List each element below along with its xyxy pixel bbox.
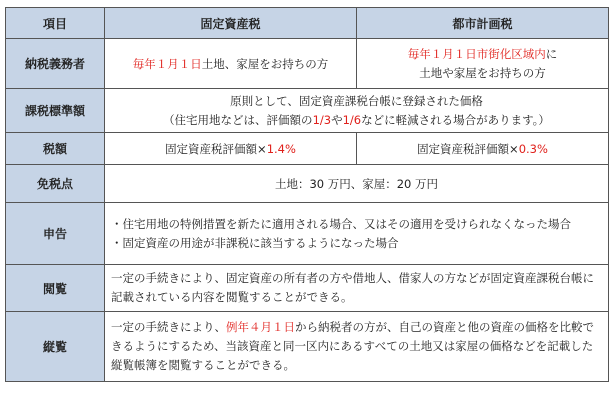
- tax-base-pre: （住宅用地などは、評価額の: [163, 112, 313, 127]
- taxpayer-city-line2: 土地や家屋をお持ちの方: [419, 65, 546, 80]
- cell-inspection: 一定の手続きにより、固定資産の所有者の方や借地人、借家人の方などが固定資産課税台帳に記載されている内容を閲覧することができる。: [105, 265, 609, 312]
- taxpayer-city-date-area: 毎年１月１日市街化区域内: [407, 46, 546, 61]
- cell-tax-city: [357, 133, 609, 165]
- vertical-pre: 一定の手続きにより、: [111, 320, 226, 334]
- row-exemption: [6, 165, 609, 203]
- header-fixed-asset-tax: 固定資産税: [105, 8, 357, 39]
- header-row: [6, 8, 609, 39]
- vertical-post: から納税者の方が、自己の資産と他の資産の価格を比較できるようにするため、当該資産と同一区内にあるすべての土地又は家屋の価格などを記載した縦覧帳簿を閲覧することができる。: [111, 320, 594, 372]
- taxpayer-city-suffix: に: [545, 46, 558, 61]
- report-item-1: ・住宅用地の特例措置を新たに適用される場合、又はその適用を受けられなくなった場合: [111, 216, 571, 231]
- tax-city-rate: 0.3%: [518, 141, 548, 156]
- header-item: 項目: [6, 8, 105, 39]
- cell-tax-base: [105, 89, 609, 133]
- row-vertical-inspection: [6, 312, 609, 382]
- cell-exemption: 土地：30 万円、家屋：20 万円: [105, 165, 609, 203]
- tax-comparison-table: [5, 7, 609, 382]
- row-taxpayer: [6, 39, 609, 89]
- tax-fixed-formula: 固定資産税評価額×: [165, 141, 267, 156]
- report-item-2: ・固定資産の用途が非課税に該当するようになった場合: [111, 235, 399, 250]
- tax-fixed-rate: 1.4%: [266, 141, 296, 156]
- cell-taxpayer-fixed: [105, 39, 357, 89]
- tax-city-formula: 固定資産税評価額×: [417, 141, 519, 156]
- label-report: 申告: [6, 203, 105, 265]
- row-report: [6, 203, 609, 265]
- header-city-planning-tax: 都市計画税: [357, 8, 609, 39]
- taxpayer-fixed-text: 土地、家屋をお持ちの方: [201, 56, 329, 71]
- vertical-date: 例年４月１日: [226, 320, 295, 334]
- row-inspection: [6, 265, 609, 312]
- cell-report: [105, 203, 609, 265]
- taxpayer-fixed-date: 毎年１月１日: [132, 56, 202, 71]
- cell-tax-fixed: [105, 133, 357, 165]
- tax-base-line1: 原則として、固定資産課税台帳に登録された価格: [230, 93, 483, 108]
- label-inspection: 閲覧: [6, 265, 105, 312]
- cell-vertical-inspection: [105, 312, 609, 382]
- tax-base-fraction-1: 1/3: [312, 112, 332, 127]
- cell-taxpayer-city: [357, 39, 609, 89]
- label-exemption: 免税点: [6, 165, 105, 203]
- row-tax-base: [6, 89, 609, 133]
- taxpayer-city-line1: [363, 45, 602, 64]
- tax-base-fraction-2: 1/6: [342, 112, 362, 127]
- tax-base-line2: [111, 111, 602, 130]
- label-tax-base: 課税標準額: [6, 89, 105, 133]
- label-vertical-inspection: 縦覧: [6, 312, 105, 382]
- row-tax-amount: [6, 133, 609, 165]
- tax-base-mid: や: [331, 112, 343, 127]
- label-tax-amount: 税額: [6, 133, 105, 165]
- label-taxpayer: 納税義務者: [6, 39, 105, 89]
- tax-base-post: などに軽減される場合があります。）: [361, 112, 550, 127]
